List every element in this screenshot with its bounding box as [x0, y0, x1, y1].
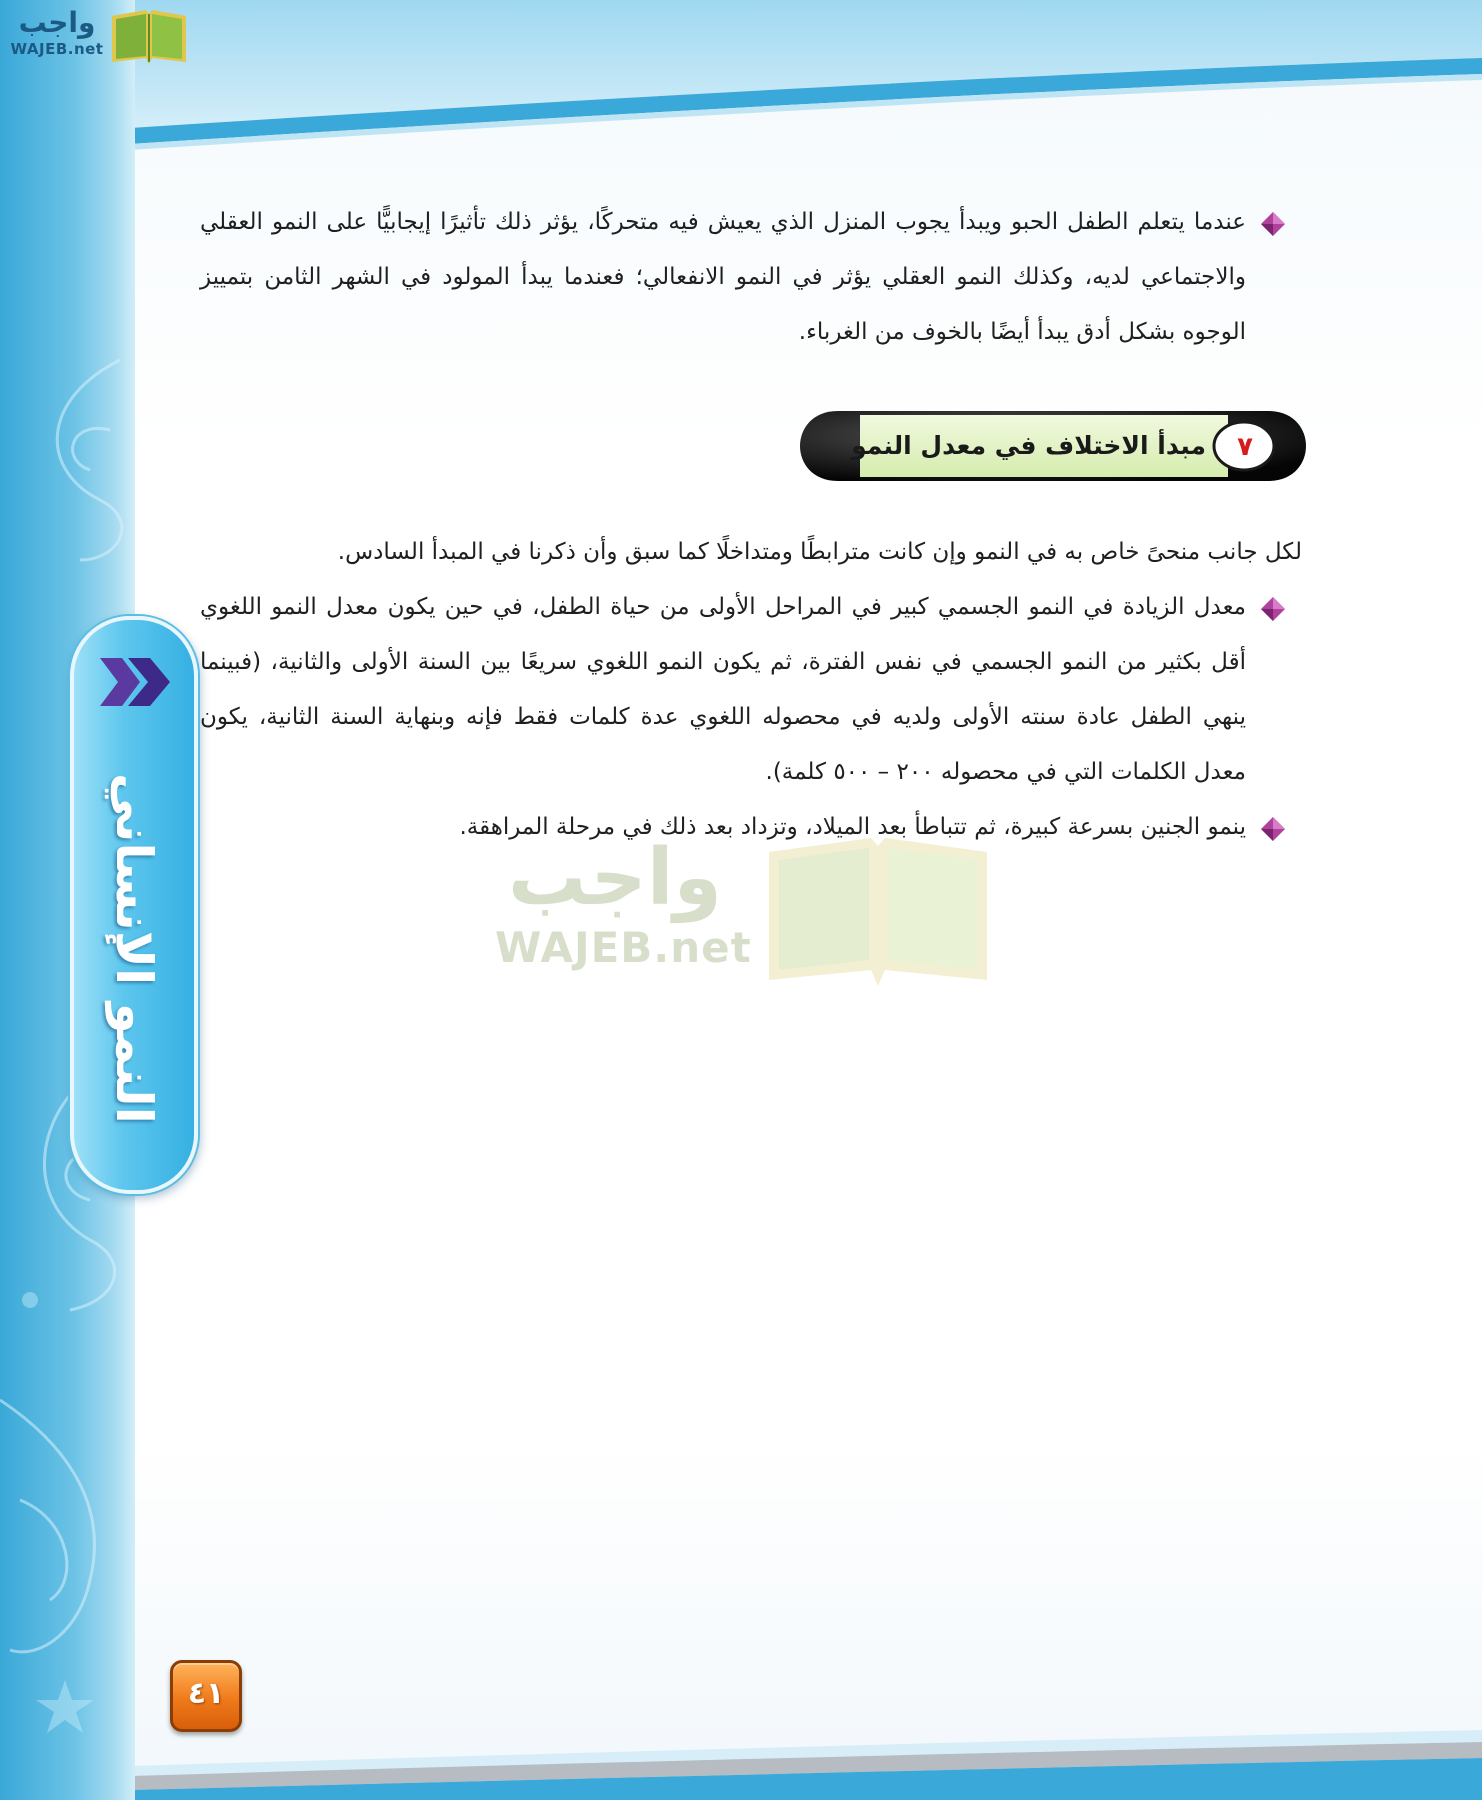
paragraph-text: معدل الزيادة في النمو الجسمي كبير في المراحل الأولى من حياة الطفل، في حين يكون معدل النمو اللغوي أقل بكثير من النمو الجسمي في نفس الفترة، ثم يكون النمو اللغوي سريعًا بين السنة الأولى والثانية، (فبينما ينهي الطفل عادة سنته الأولى ولديه في محصوله اللغوي عدة كلمات فقط فإنه وبنهاية السنة الثانية، يكون معدل الكلمات التي في محصوله ٢٠٠ – ٥٠٠ كلمة). — [200, 594, 1246, 785]
logo-latin-text: WAJEB.net — [10, 40, 104, 58]
paragraph-text: عندما يتعلم الطفل الحبو ويبدأ يجوب المنزل الذي يعيش فيه متحركًا، يؤثر ذلك تأثيرًا إيجابيًّا على النمو العقلي والاجتماعي لديه، وكذلك النمو العقلي يؤثر في النمو الانفعالي؛ فعندما يبدأ المولود في الشهر الثامن بتمييز الوجوه بشكل أدق يبدأ أيضًا بالخوف من الغرباء. — [200, 209, 1246, 345]
watermark-latin-text: WAJEB.net — [495, 923, 752, 972]
wajeb-logo[interactable] — [8, 6, 190, 68]
diamond-bullet-icon — [1260, 211, 1286, 237]
logo-wordmark — [8, 6, 106, 58]
page-number: ٤١ — [170, 1660, 242, 1732]
open-book-icon — [108, 6, 190, 68]
section-header — [798, 403, 1308, 489]
paragraph-text: ينمو الجنين بسرعة كبيرة، ثم تتباطأ بعد الميلاد، وتزداد بعد ذلك في مرحلة المراهقة. — [459, 814, 1246, 840]
chapter-title: النمو الإنساني — [105, 772, 163, 1124]
chapter-side-tab — [70, 616, 198, 1194]
watermark-wordmark — [495, 830, 752, 972]
watermark-arabic-text: واجب — [507, 833, 722, 923]
section-title: مبدأ الاختلاف في معدل النمو — [851, 431, 1206, 460]
double-chevron-icon — [96, 656, 174, 708]
section-number: ٧ — [1237, 432, 1253, 462]
diamond-bullet-icon — [1260, 816, 1286, 842]
section-intro: لكل جانب منحىً خاص به في النمو وإن كانت مترابطًا ومتداخلًا كما سبق وأن ذكرنا في المبدأ السادس. — [337, 539, 1302, 565]
watermark — [495, 830, 995, 990]
diamond-bullet-icon — [1260, 596, 1286, 622]
logo-arabic-text: واجب — [18, 6, 96, 39]
watermark-book-icon — [763, 830, 993, 990]
top-decorative-band — [0, 0, 1482, 150]
bullet-paragraph — [200, 580, 1310, 800]
section-body — [200, 525, 1310, 855]
bullet-paragraph — [200, 195, 1310, 360]
main-content — [200, 195, 1310, 360]
